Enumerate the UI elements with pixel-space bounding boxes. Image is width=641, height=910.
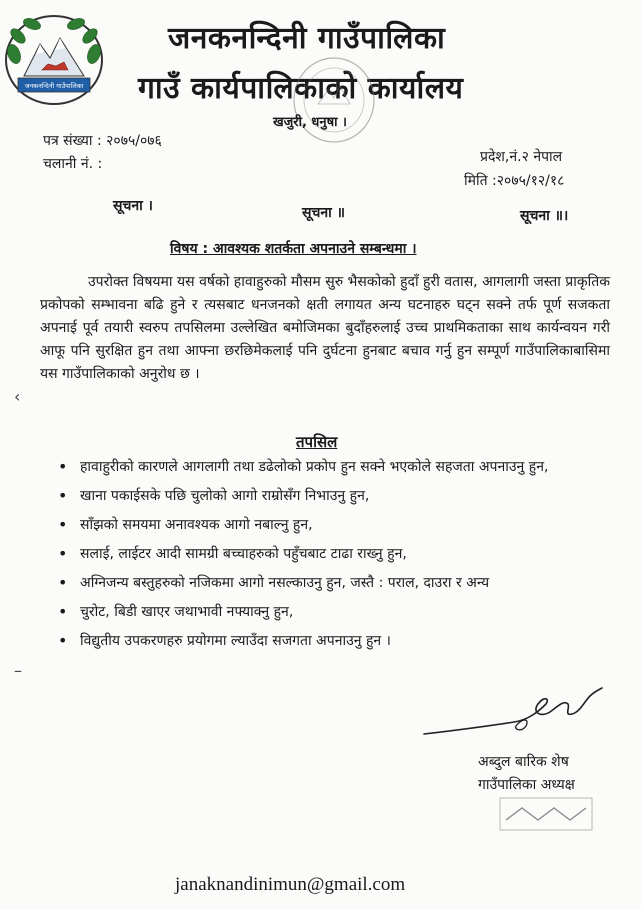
nepal-government-emblem-logo <box>2 14 106 110</box>
logo-banner-text: जनकनन्दिनी गाउँपालिका <box>24 82 84 90</box>
notice-heading-3: सूचना ॥। <box>520 208 569 224</box>
list-item-text: सलाई, लाईटर आदी सामग्री बच्चाहरुको पहुँचबाट टाढा राख्नु हुन, <box>80 546 407 562</box>
list-item <box>58 485 618 507</box>
list-item-text: साँझको समयमा अनावश्यक आगो नबाल्नु हुन, <box>80 517 313 533</box>
signatory-name: अब्दुल बारिक शेष <box>478 754 569 770</box>
details-heading: तपसिल <box>296 433 338 451</box>
dispatch-number: चलानी नं. : <box>43 156 103 172</box>
signatory-title: गाउँपालिका अध्यक्ष <box>478 777 575 793</box>
list-item <box>58 572 618 594</box>
notice-heading-2: सूचना ॥ <box>302 205 346 221</box>
list-item <box>58 630 618 652</box>
letter-body <box>40 271 610 386</box>
details-list <box>58 456 618 659</box>
list-item-text: हावाहुरीको कारणले आगलागी तथा डढेलोको प्रकोप हुन सक्ने भएकोले सहजता अपनाउनु हुन, <box>80 459 549 475</box>
bullet-icon: • <box>58 573 68 592</box>
list-item <box>58 543 618 565</box>
list-item <box>58 601 618 623</box>
letter-reference-number: पत्र संख्या : २०७५/०७६ <box>43 133 162 149</box>
office-name-heading: गाउँ कार्यपालिकाको कार्यालय <box>138 71 464 106</box>
list-item-text: चुरोट, बिडी खाएर जथाभावी नफ्याक्नु हुन, <box>80 604 294 620</box>
list-item-text: अग्निजन्य बस्तुहरुको नजिकमा आगो नसल्काउनु हुन, जस्तै : पराल, दाउरा र अन्य <box>80 575 490 591</box>
margin-pen-mark: – <box>14 661 22 680</box>
body-paragraph: उपरोक्त विषयमा यस वर्षको हावाहुरुको मौसम सुरु भैसकोको हुदाँ हुरी वतास, आगलागी जस्ता प्राकृतिक प्रकोपको सम्भावना बढि हुने र त्यसबाट धनजनको क्षती लगायत अन्य घटनाहरु घट्न सक्ने तर्फ पूर्ण सजकता अपनाई पूर्व तयारी स्वरुप तपसिलमा उल्लेखित बमोजिमका बुदाँहरुलाई उच्च प्राथमिकताका साथ कार्यन्वयन गरी आफू पनि सुरक्षित हुन तथा आफ्ना छरछिमेकलाई पनि दुर्घटना हुनबाट बचाव गर्नु हुन सम्पूर्ण गाउँपालिकाबासिमा यस गाउँपालिकाको अनुरोध छ । <box>40 274 610 382</box>
list-item <box>58 514 618 536</box>
list-item-text: खाना पकाईसके पछि चुलोको आगो राम्रोसँग निभाउनु हुन, <box>80 488 370 504</box>
bullet-icon: • <box>58 602 68 621</box>
bullet-icon: • <box>58 486 68 505</box>
list-item <box>58 456 618 478</box>
chairperson-rubber-stamp <box>498 796 594 832</box>
list-item-text: विद्युतीय उपकरणहरु प्रयोगमा ल्याउँदा सजगता अपनाउनु हुन । <box>80 633 391 649</box>
notice-heading-1: सूचना । <box>113 198 153 214</box>
margin-pen-mark: ‹ <box>14 387 21 406</box>
office-email: janaknandinimun@gmail.com <box>175 874 406 895</box>
municipality-name-heading: जनकनन्दिनी गाउँपालिका <box>168 21 446 56</box>
letter-date: मिति :२०७५/१२/१८ <box>464 173 565 189</box>
province-label: प्रदेश,नं.२ नेपाल <box>480 149 563 165</box>
bullet-icon: • <box>58 457 68 476</box>
bullet-icon: • <box>58 631 68 650</box>
bullet-icon: • <box>58 544 68 563</box>
office-seal-stamp <box>288 52 380 148</box>
handwritten-signature <box>418 682 608 742</box>
bullet-icon: • <box>58 515 68 534</box>
office-location: खजुरी, धनुषा । <box>273 115 347 130</box>
letter-subject: विषय : आवश्यक शतर्कता अपनाउने सम्बन्धमा । <box>170 241 417 257</box>
